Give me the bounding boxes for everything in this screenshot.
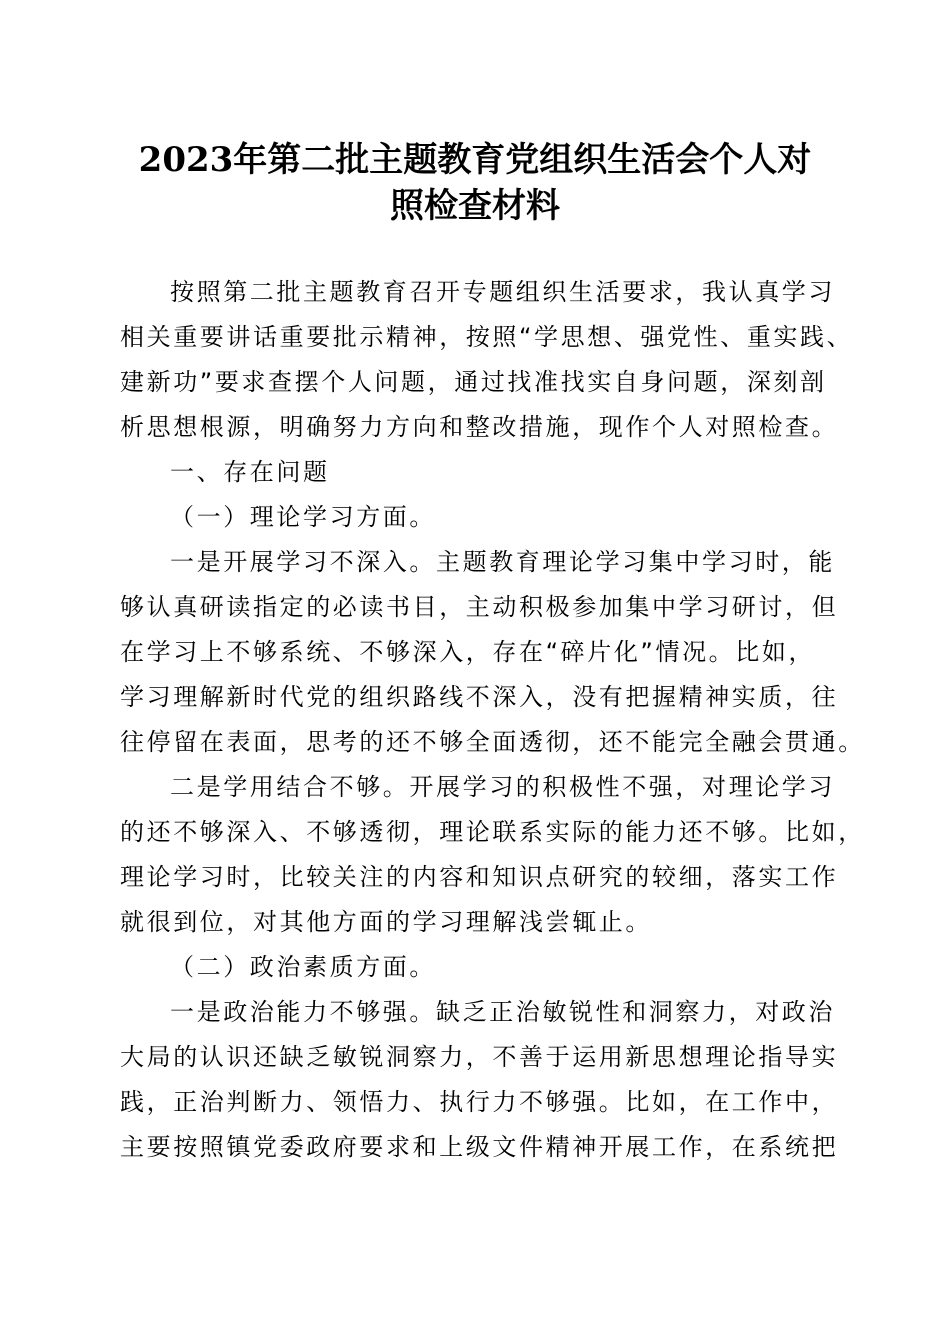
document-body xyxy=(120,270,865,1170)
paragraph-intro-line: 析思想根源，明确努力方向和整改措施，现作个人对照检查。 xyxy=(120,413,839,441)
paragraph-line: 往停留在表面，思考的还不够全面透彻，还不能完全融会贯通。 xyxy=(120,728,865,756)
paragraph-intro-line: 相关重要讲话重要批示精神，按照“学思想、强党性、重实践、 xyxy=(120,323,854,351)
paragraph-line: 的还不够深入、不够透彻，理论联系实际的能力还不够。比如， xyxy=(120,818,865,846)
paragraph-intro-line: 建新功”要求查摆个人问题，通过找准找实自身问题，深刻剖 xyxy=(120,368,827,396)
paragraph-line: 二是学用结合不够。开展学习的积极性不强，对理论学习 xyxy=(170,773,835,801)
paragraph-line: 一是开展学习不深入。主题教育理论学习集中学习时，能 xyxy=(170,548,835,576)
paragraph-line: 够认真研读指定的必读书目，主动积极参加集中学习研讨，但 xyxy=(120,593,839,621)
paragraph-line: 一是政治能力不够强。缺乏正治敏锐性和洞察力，对政治 xyxy=(170,998,835,1026)
paragraph-line: 就很到位，对其他方面的学习理解浅尝辄止。 xyxy=(120,908,652,936)
paragraph-line: 践，正治判断力、领悟力、执行力不够强。比如，在工作中， xyxy=(120,1088,839,1116)
section-heading: 一、存在问题 xyxy=(170,458,330,486)
document-title-line-2: 照检查材料 xyxy=(390,186,560,226)
document-title-line-1: 2023年第二批主题教育党组织生活会个人对 xyxy=(138,140,812,180)
paragraph-line: 大局的认识还缺乏敏锐洞察力，不善于运用新思想理论指导实 xyxy=(120,1043,839,1071)
paragraph-line: 学习理解新时代党的组织路线不深入，没有把握精神实质，往 xyxy=(120,683,839,711)
paragraph-line: 在学习上不够系统、不够深入，存在“碎片化”情况。比如， xyxy=(120,638,816,666)
paragraph-intro-line: 按照第二批主题教育召开专题组织生活要求，我认真学习 xyxy=(170,278,835,306)
paragraph-line: 理论学习时，比较关注的内容和知识点研究的较细，落实工作 xyxy=(120,863,839,891)
paragraph-line: 主要按照镇党委政府要求和上级文件精神开展工作，在系统把 xyxy=(120,1133,839,1161)
subsection-heading: （二）政治素质方面。 xyxy=(170,953,436,981)
subsection-heading: （一）理论学习方面。 xyxy=(170,503,436,531)
